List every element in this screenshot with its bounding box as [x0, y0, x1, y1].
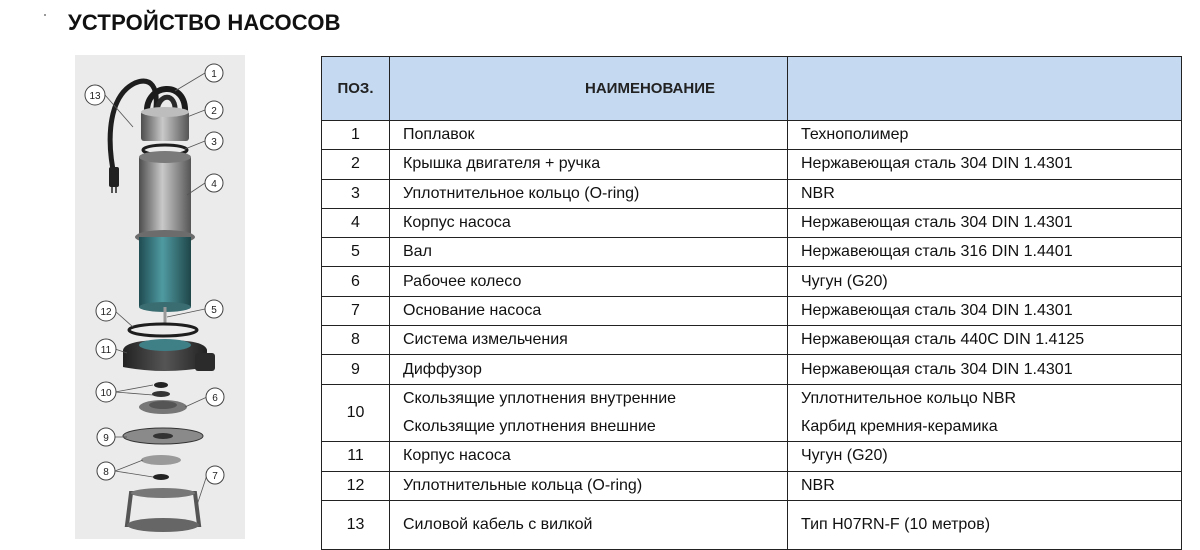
row-material: Нержавеющая сталь 440C DIN 1.4125: [788, 326, 1182, 355]
row-pos: 9: [322, 355, 390, 384]
page-title: УСТРОЙСТВО НАСОСОВ: [68, 10, 341, 35]
callout-label-3: 3: [211, 137, 217, 148]
row-name: Система измельчения: [390, 326, 788, 355]
row-material: Нержавеющая сталь 304 DIN 1.4301: [788, 355, 1182, 384]
callout-label-6: 6: [212, 393, 218, 404]
row-pos: 7: [322, 296, 390, 325]
table-row: [322, 179, 1182, 208]
pump-casing-lower: [139, 237, 191, 307]
table-row: [322, 442, 1182, 471]
row-name: Крышка двигателя + ручка: [390, 150, 788, 179]
row-material: Чугун (G20): [788, 442, 1182, 471]
row-name: Уплотнительное кольцо (O-ring): [390, 179, 788, 208]
table-row: [322, 384, 1182, 413]
row-name: Скользящие уплотнения внутренние: [390, 384, 788, 413]
table-row: [322, 471, 1182, 500]
row-material: Нержавеющая сталь 304 DIN 1.4301: [788, 208, 1182, 237]
row-material: Чугун (G20): [788, 267, 1182, 296]
table-row: [322, 326, 1182, 355]
table-row: [322, 355, 1182, 384]
row-material: Нержавеющая сталь 304 DIN 1.4301: [788, 150, 1182, 179]
row-material: Нержавеющая сталь 316 DIN 1.4401: [788, 238, 1182, 267]
row-pos: 2: [322, 150, 390, 179]
row-material: NBR: [788, 471, 1182, 500]
table-header-row: [322, 57, 1182, 121]
callout-label-7: 7: [212, 471, 218, 482]
row-pos: 3: [322, 179, 390, 208]
row-name: Основание насоса: [390, 296, 788, 325]
header-name: НАИМЕНОВАНИЕ: [390, 57, 788, 121]
table-row: [322, 267, 1182, 296]
callout-label-4: 4: [211, 179, 217, 190]
row-pos: 8: [322, 326, 390, 355]
row-name: Рабочее колесо: [390, 267, 788, 296]
pump-casing: [139, 157, 191, 237]
row-name: Корпус насоса: [390, 442, 788, 471]
row-material: Тип H07RN-F (10 метров): [788, 500, 1182, 549]
callout-label-9: 9: [103, 433, 109, 444]
callout-label-2: 2: [211, 106, 217, 117]
row-name: Диффузор: [390, 355, 788, 384]
row-pos: 5: [322, 238, 390, 267]
row-name: Вал: [390, 238, 788, 267]
row-name: Силовой кабель с вилкой: [390, 500, 788, 549]
row-pos: 6: [322, 267, 390, 296]
decorative-dot: [44, 14, 46, 16]
header-material: [788, 57, 1182, 121]
row-pos: 4: [322, 208, 390, 237]
parts-table: [321, 56, 1182, 550]
row-material: NBR: [788, 179, 1182, 208]
callout-label-1: 1: [211, 69, 217, 80]
header-position: ПОЗ.: [322, 57, 390, 121]
callout-label-10: 10: [100, 388, 112, 399]
table-row: [322, 238, 1182, 267]
cable-plug: [109, 167, 119, 187]
row-material-secondary: Карбид кремния-керамика: [788, 413, 1182, 442]
row-name: Корпус насоса: [390, 208, 788, 237]
outlet: [195, 353, 215, 371]
o-ring-12: [129, 324, 197, 336]
row-name: Уплотнительные кольца (O-ring): [390, 471, 788, 500]
table-row: [322, 500, 1182, 549]
grinder-blade: [153, 474, 169, 480]
callout-label-13: 13: [89, 91, 101, 102]
row-pos: 11: [322, 442, 390, 471]
row-name-secondary: Скользящие уплотнения внешние: [390, 413, 788, 442]
callout-label-5: 5: [211, 305, 217, 316]
grinder-plate: [141, 455, 181, 465]
table-row: [322, 208, 1182, 237]
row-pos: 13: [322, 500, 390, 549]
row-material: Уплотнительное кольцо NBR: [788, 384, 1182, 413]
table-row: [322, 296, 1182, 325]
row-material: Нержавеющая сталь 304 DIN 1.4301: [788, 296, 1182, 325]
row-pos: 12: [322, 471, 390, 500]
pump-exploded-diagram: [75, 55, 245, 539]
table-row: [322, 413, 1182, 442]
callout-label-12: 12: [100, 307, 112, 318]
seal-outer: [152, 391, 170, 397]
row-pos: 10: [322, 384, 390, 442]
callout-label-8: 8: [103, 467, 109, 478]
row-name: Поплавок: [390, 121, 788, 150]
callout-label-11: 11: [100, 345, 112, 356]
row-pos: 1: [322, 121, 390, 150]
table-row: [322, 121, 1182, 150]
seal-inner: [154, 382, 168, 388]
table-row: [322, 150, 1182, 179]
row-material: Технополимер: [788, 121, 1182, 150]
pump-diagram-svg: [75, 55, 245, 539]
